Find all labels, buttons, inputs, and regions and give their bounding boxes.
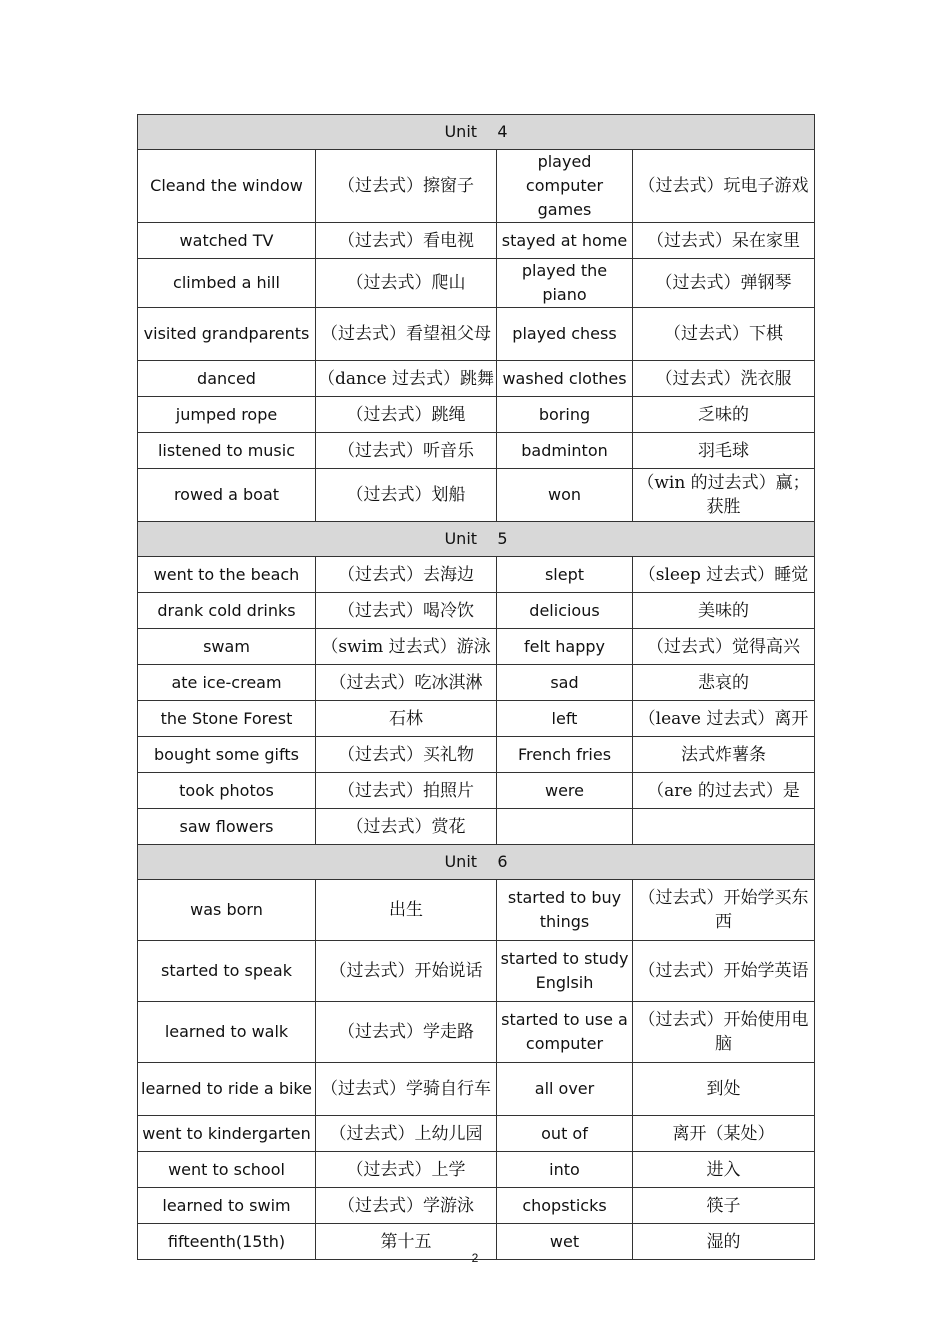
table-row [138, 361, 815, 397]
english-term: out of [497, 1116, 633, 1152]
vocabulary-table [137, 114, 815, 1260]
chinese-meaning: （swim 过去式）游泳 [316, 629, 497, 665]
chinese-meaning: （过去式）上幼儿园 [316, 1116, 497, 1152]
table-row [138, 809, 815, 845]
chinese-meaning: （leave 过去式）离开 [633, 701, 815, 737]
english-term: bought some gifts [138, 737, 316, 773]
english-term: learned to swim [138, 1188, 316, 1224]
chinese-meaning: （过去式）开始学买东西 [633, 880, 815, 941]
english-term: started to use a computer [497, 1002, 633, 1063]
table-row [138, 308, 815, 361]
table-row [138, 773, 815, 809]
chinese-meaning: （过去式）爬山 [316, 259, 497, 308]
english-term: were [497, 773, 633, 809]
page-number: 2 [471, 1251, 479, 1265]
chinese-meaning: 美味的 [633, 593, 815, 629]
chinese-meaning: 石林 [316, 701, 497, 737]
chinese-meaning: （过去式）开始学英语 [633, 941, 815, 1002]
chinese-meaning: （过去式）喝冷饮 [316, 593, 497, 629]
english-term: started to buy things [497, 880, 633, 941]
english-term: stayed at home [497, 223, 633, 259]
chinese-meaning: （过去式）拍照片 [316, 773, 497, 809]
chinese-meaning: （过去式）弹钢琴 [633, 259, 815, 308]
chinese-meaning: 离开（某处） [633, 1116, 815, 1152]
chinese-meaning: （过去式）学骑自行车 [316, 1063, 497, 1116]
chinese-meaning: （过去式）开始说话 [316, 941, 497, 1002]
table-row [138, 1002, 815, 1063]
table-row [138, 259, 815, 308]
chinese-meaning: 进入 [633, 1152, 815, 1188]
english-term: badminton [497, 433, 633, 469]
english-term: won [497, 469, 633, 522]
english-term: went to kindergarten [138, 1116, 316, 1152]
english-term: wet [497, 1224, 633, 1260]
english-term: French fries [497, 737, 633, 773]
chinese-meaning: （过去式）玩电子游戏 [633, 150, 815, 223]
english-term: rowed a boat [138, 469, 316, 522]
chinese-meaning: （are 的过去式）是 [633, 773, 815, 809]
table-row [138, 397, 815, 433]
english-term: climbed a hill [138, 259, 316, 308]
table-row [138, 1063, 815, 1116]
english-term: swam [138, 629, 316, 665]
table-row [138, 593, 815, 629]
english-term: the Stone Forest [138, 701, 316, 737]
english-term: washed clothes [497, 361, 633, 397]
chinese-meaning: 羽毛球 [633, 433, 815, 469]
chinese-meaning: （过去式）擦窗子 [316, 150, 497, 223]
english-term: boring [497, 397, 633, 433]
chinese-meaning: （过去式）呆在家里 [633, 223, 815, 259]
chinese-meaning: （过去式）下棋 [633, 308, 815, 361]
english-term: saw flowers [138, 809, 316, 845]
english-term: Cleand the window [138, 150, 316, 223]
chinese-meaning: （过去式）上学 [316, 1152, 497, 1188]
chinese-meaning: （过去式）觉得高兴 [633, 629, 815, 665]
unit-header-row [138, 845, 815, 880]
english-term: played chess [497, 308, 633, 361]
table-row [138, 1116, 815, 1152]
english-term: started to study Englsih [497, 941, 633, 1002]
chinese-meaning: （过去式）学游泳 [316, 1188, 497, 1224]
chinese-meaning: （过去式）赏花 [316, 809, 497, 845]
table-row [138, 880, 815, 941]
chinese-meaning: （过去式）开始使用电脑 [633, 1002, 815, 1063]
english-term: watched TV [138, 223, 316, 259]
table-row [138, 557, 815, 593]
english-term: took photos [138, 773, 316, 809]
chinese-meaning: 法式炸薯条 [633, 737, 815, 773]
table-row [138, 433, 815, 469]
english-term: felt happy [497, 629, 633, 665]
chinese-meaning: 乏味的 [633, 397, 815, 433]
english-term: visited grandparents [138, 308, 316, 361]
english-term: played computer games [497, 150, 633, 223]
unit-header: Unit 4 [138, 115, 815, 150]
english-term: all over [497, 1063, 633, 1116]
table-row [138, 665, 815, 701]
english-term: went to school [138, 1152, 316, 1188]
unit-header-row [138, 522, 815, 557]
table-row [138, 469, 815, 522]
english-term: learned to ride a bike [138, 1063, 316, 1116]
table-row [138, 1188, 815, 1224]
chinese-meaning: （过去式）学走路 [316, 1002, 497, 1063]
chinese-meaning: 出生 [316, 880, 497, 941]
english-term: went to the beach [138, 557, 316, 593]
english-term: was born [138, 880, 316, 941]
chinese-meaning: （过去式）划船 [316, 469, 497, 522]
table-row [138, 629, 815, 665]
chinese-meaning: 湿的 [633, 1224, 815, 1260]
table-row [138, 1152, 815, 1188]
table-row [138, 223, 815, 259]
table-row [138, 737, 815, 773]
english-term: sad [497, 665, 633, 701]
english-term [497, 809, 633, 845]
english-term: slept [497, 557, 633, 593]
chinese-meaning: （过去式）跳绳 [316, 397, 497, 433]
english-term: fifteenth(15th) [138, 1224, 316, 1260]
chinese-meaning: （过去式）看望祖父母 [316, 308, 497, 361]
chinese-meaning: （过去式）吃冰淇淋 [316, 665, 497, 701]
english-term: listened to music [138, 433, 316, 469]
english-term: chopsticks [497, 1188, 633, 1224]
unit-header: Unit 5 [138, 522, 815, 557]
chinese-meaning [633, 809, 815, 845]
english-term: delicious [497, 593, 633, 629]
chinese-meaning: 悲哀的 [633, 665, 815, 701]
english-term: ate ice-cream [138, 665, 316, 701]
chinese-meaning: （过去式）听音乐 [316, 433, 497, 469]
english-term: left [497, 701, 633, 737]
english-term: into [497, 1152, 633, 1188]
chinese-meaning: （dance 过去式）跳舞 [316, 361, 497, 397]
chinese-meaning: （sleep 过去式）睡觉 [633, 557, 815, 593]
english-term: learned to walk [138, 1002, 316, 1063]
english-term: played the piano [497, 259, 633, 308]
table-row [138, 150, 815, 223]
chinese-meaning: 到处 [633, 1063, 815, 1116]
english-term: started to speak [138, 941, 316, 1002]
table-row [138, 941, 815, 1002]
unit-header-row [138, 115, 815, 150]
table-row [138, 701, 815, 737]
english-term: danced [138, 361, 316, 397]
chinese-meaning: （过去式）看电视 [316, 223, 497, 259]
english-term: drank cold drinks [138, 593, 316, 629]
chinese-meaning: （过去式）洗衣服 [633, 361, 815, 397]
chinese-meaning: 筷子 [633, 1188, 815, 1224]
english-term: jumped rope [138, 397, 316, 433]
chinese-meaning: 第十五 [316, 1224, 497, 1260]
chinese-meaning: （过去式）买礼物 [316, 737, 497, 773]
chinese-meaning: （过去式）去海边 [316, 557, 497, 593]
chinese-meaning: （win 的过去式）赢；获胜 [633, 469, 815, 522]
unit-header: Unit 6 [138, 845, 815, 880]
